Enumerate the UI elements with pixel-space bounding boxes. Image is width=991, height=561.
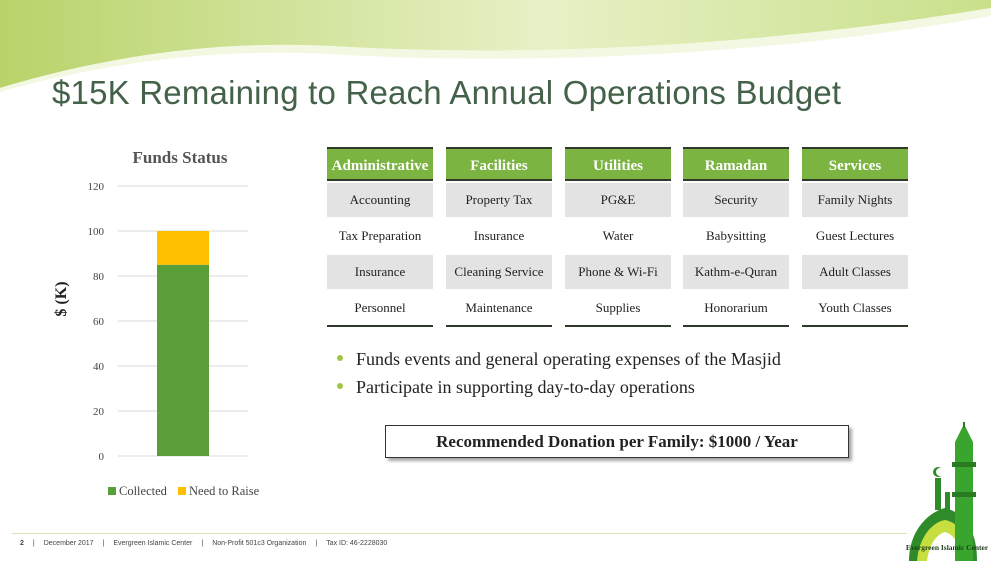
category-item: Youth Classes (802, 291, 908, 327)
page-number: 2 (20, 540, 24, 547)
category-item: Insurance (327, 255, 433, 289)
category-item: Property Tax (446, 183, 552, 217)
category-header: Services (802, 147, 908, 181)
footer-status: Non-Profit 501c3 Organization (212, 540, 307, 547)
recommended-donation-box: Recommended Donation per Family: $1000 / Year (385, 425, 849, 458)
category-column-utilities (565, 147, 671, 327)
slide-footer (20, 540, 387, 547)
legend-swatch-collected (108, 487, 116, 495)
legend-label-collected: Collected (119, 484, 167, 498)
category-item: Honorarium (683, 291, 789, 327)
category-item: Kathm-e-Quran (683, 255, 789, 289)
category-item: Supplies (565, 291, 671, 327)
category-item: Adult Classes (802, 255, 908, 289)
y-tick-label: 0 (98, 451, 104, 463)
bullet-item (337, 374, 781, 402)
category-item: PG&E (565, 183, 671, 217)
footer-date: December 2017 (43, 540, 94, 547)
category-item: Phone & Wi-Fi (565, 255, 671, 289)
chart-legend (108, 484, 267, 499)
bullet-dot-icon (337, 383, 343, 389)
category-item: Water (602, 228, 634, 243)
category-item: Accounting (327, 183, 433, 217)
footer-org: Evergreen Islamic Center (113, 540, 193, 547)
funds-chart-svg (40, 140, 300, 510)
legend-item-collected (108, 484, 167, 498)
legend-item-need-to-raise (178, 484, 259, 498)
footer-separator: | (201, 540, 204, 547)
category-header: Utilities (565, 147, 671, 181)
category-header: Facilities (446, 147, 552, 181)
category-item: Maintenance (446, 291, 552, 327)
y-tick-label: 100 (87, 226, 104, 238)
y-tick-label: 60 (93, 316, 104, 328)
category-header: Ramadan (683, 147, 789, 181)
footer-separator: | (315, 540, 318, 547)
category-item: Guest Lectures (815, 228, 895, 243)
bullet-item (337, 346, 781, 374)
category-column-services (802, 147, 908, 327)
bullet-list (337, 346, 781, 402)
category-column-ramadan (683, 147, 789, 327)
footer-divider (12, 533, 907, 534)
bar-segment (157, 265, 209, 456)
legend-label-need-to-raise: Need to Raise (189, 484, 260, 498)
y-axis-label: $ (K) (53, 281, 70, 317)
category-item: Personnel (327, 291, 433, 327)
footer-separator: | (102, 540, 105, 547)
funds-status-chart (40, 140, 300, 510)
bar-segment (157, 231, 209, 265)
bullet-dot-icon (337, 355, 343, 361)
category-header: Administrative (327, 147, 433, 181)
category-column-administrative (327, 147, 433, 327)
bullet-text: Participate in supporting day-to-day operations (356, 377, 695, 397)
category-item: Family Nights (802, 183, 908, 217)
category-item: Babysitting (706, 228, 766, 243)
y-tick-label: 120 (87, 181, 104, 193)
slide-title: $15K Remaining to Reach Annual Operations Budget (52, 74, 842, 111)
footer-tax-id: Tax ID: 46-2228030 (326, 540, 388, 547)
category-item: Tax Preparation (338, 228, 422, 243)
footer-separator: | (32, 540, 35, 547)
legend-swatch-need-to-raise (178, 487, 186, 495)
category-column-facilities (446, 147, 552, 327)
chart-title: Funds Status (132, 148, 228, 167)
y-tick-label: 80 (93, 271, 104, 283)
y-tick-label: 40 (93, 361, 104, 373)
category-item: Insurance (473, 228, 525, 243)
category-item: Security (683, 183, 789, 217)
y-tick-label: 20 (93, 406, 104, 418)
category-item: Cleaning Service (446, 255, 552, 289)
logo-text: Evergreen Islamic Center (905, 543, 989, 552)
mosque-minaret-logo-icon (905, 422, 991, 561)
bullet-text: Funds events and general operating expenses of the Masjid (356, 349, 781, 369)
